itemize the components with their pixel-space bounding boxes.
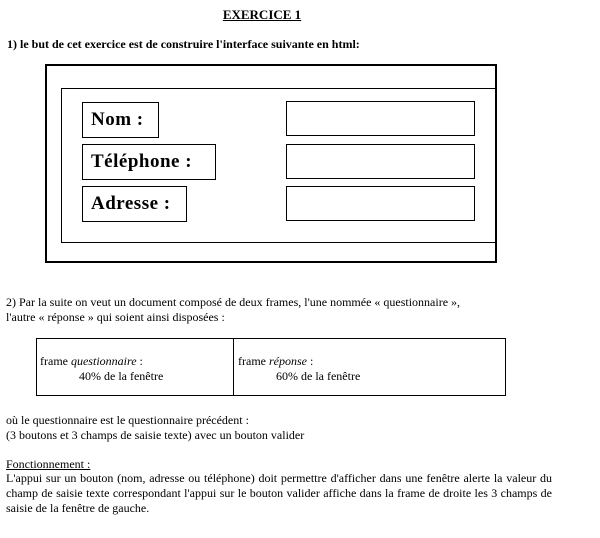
fonctionnement-text: L'appui sur un bouton (nom, adresse ou téléphone) doit permettre d'afficher dans une fenêtre alerte la valeur du champ de saisie texte correspondant l'appui sur le bouton valider affiche dans la frame de droite les 3 champs de saisie de la fenêtre de gauche. xyxy=(6,471,552,515)
question-2-line-1: 2) Par la suite on veut un document composé de deux frames, l'une nommée « questionnaire », xyxy=(6,295,461,309)
frame-reponse-label: frame réponse : xyxy=(238,354,314,368)
frame-questionnaire-size: 40% de la fenêtre xyxy=(79,369,164,383)
frame-reponse-size: 60% de la fenêtre xyxy=(276,369,361,383)
note-line-2: (3 boutons et 3 champs de saisie texte) avec un bouton valider xyxy=(6,428,305,442)
telephone-button[interactable]: Téléphone : xyxy=(82,144,216,180)
exercise-title: EXERCICE 1 xyxy=(222,7,302,22)
adresse-button[interactable]: Adresse : xyxy=(82,186,187,222)
adresse-field[interactable] xyxy=(286,186,475,221)
nom-button[interactable]: Nom : xyxy=(82,102,159,138)
question-1: 1) le but de cet exercice est de construire l'interface suivante en html: xyxy=(7,37,360,51)
question-2-line-2: l'autre « réponse » qui soient ainsi disposées : xyxy=(6,310,225,324)
nom-field[interactable] xyxy=(286,101,475,136)
note-line-1: où le questionnaire est le questionnaire précédent : xyxy=(6,413,249,427)
frame-questionnaire-label: frame questionnaire : xyxy=(40,354,143,368)
telephone-field[interactable] xyxy=(286,144,475,179)
fonctionnement-heading: Fonctionnement : xyxy=(6,457,91,471)
frames-divider xyxy=(233,338,234,396)
